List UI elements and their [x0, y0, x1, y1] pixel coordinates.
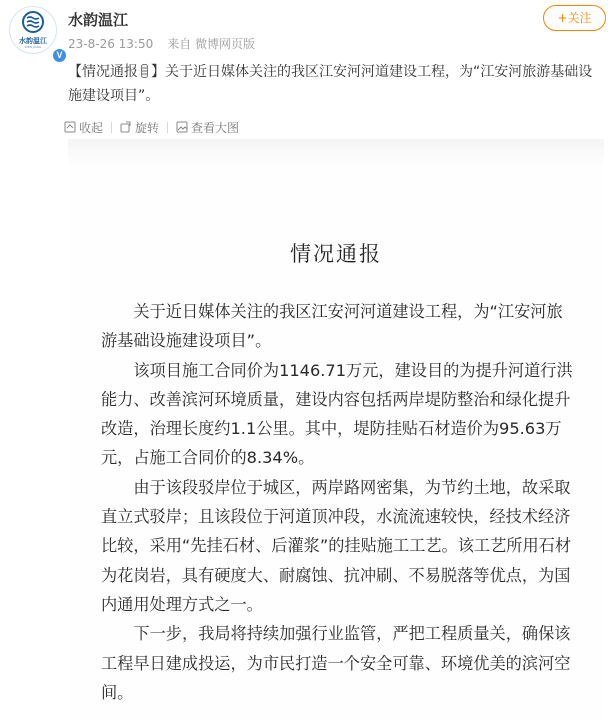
post-text-prefix: 【情况通报: [68, 64, 138, 80]
view-large-label: 查看大图: [191, 120, 240, 135]
document-paragraph: 由于该段驳岸位于城区，两岸路网密集，为节约土地，故采取直立式驳岸；且该段位于河道顶冲段，水流流速较快，经技术经济比较，采用“先挂石材、后灌浆”的挂贴施工工艺。该工艺所用石材为花岗岩，具有硬度大、耐腐蚀、抗冲刷、不易脱落等优点，为国内通用处理方式之一。: [101, 477, 572, 614]
document-paragraph: 该项目施工合同价为1146.71万元，建设目的为提升河道行洪能力、改善滨河环境质量，建设内容包括两岸堤防整治和绿化提升改造，治理长度约1.1公里。其中，堤防挂贴石材造价为95.63万元，占施工合同价的8.34%。: [101, 360, 573, 468]
document-title: 情况通报: [290, 242, 382, 266]
avatar-logo-subtext: WEN JIANG: [24, 45, 42, 49]
rotate-icon: [120, 121, 132, 133]
document-paragraph: 下一步，我局将持续加强行业监管，严把工程质量关，确保该工程早日建成投运，为市民打造一个安全可靠、环境优美的滨河空间。: [101, 624, 571, 702]
rotate-label: 旋转: [135, 120, 160, 135]
post-timestamp[interactable]: 23-8-26 13:50: [68, 37, 154, 51]
avatar[interactable]: [9, 6, 63, 60]
post-meta: [68, 35, 259, 52]
view-large-image-button[interactable]: [176, 119, 239, 136]
verified-badge-icon: V: [52, 48, 67, 63]
post-text: [68, 60, 604, 108]
rotate-button[interactable]: [120, 119, 159, 136]
toolbar-divider: [167, 122, 168, 133]
collapse-icon: [64, 121, 76, 133]
username[interactable]: 水韵温江: [68, 11, 129, 29]
image-toolbar: [64, 118, 247, 136]
avatar-logo-text: 水韵温江: [19, 37, 47, 45]
post-text-main: 】关于近日媒体关注的我区江安河河道建设工程，为“江安河旅游基础设施建设项目”。: [68, 64, 593, 104]
microphone-emoji-icon: [139, 64, 150, 78]
document-body: [101, 297, 576, 707]
document-paragraph: 关于近日媒体关注的我区江安河河道建设工程，为“江安河旅游基础设施建设项目”。: [101, 302, 563, 351]
collapse-label: 收起: [79, 120, 104, 135]
toolbar-divider: [111, 122, 112, 133]
post-source: 来自 微博网页版: [167, 37, 256, 51]
collapse-button[interactable]: [64, 119, 103, 136]
follow-button[interactable]: +关注: [543, 5, 606, 31]
image-icon: [176, 121, 188, 133]
post-image[interactable]: [68, 139, 604, 720]
